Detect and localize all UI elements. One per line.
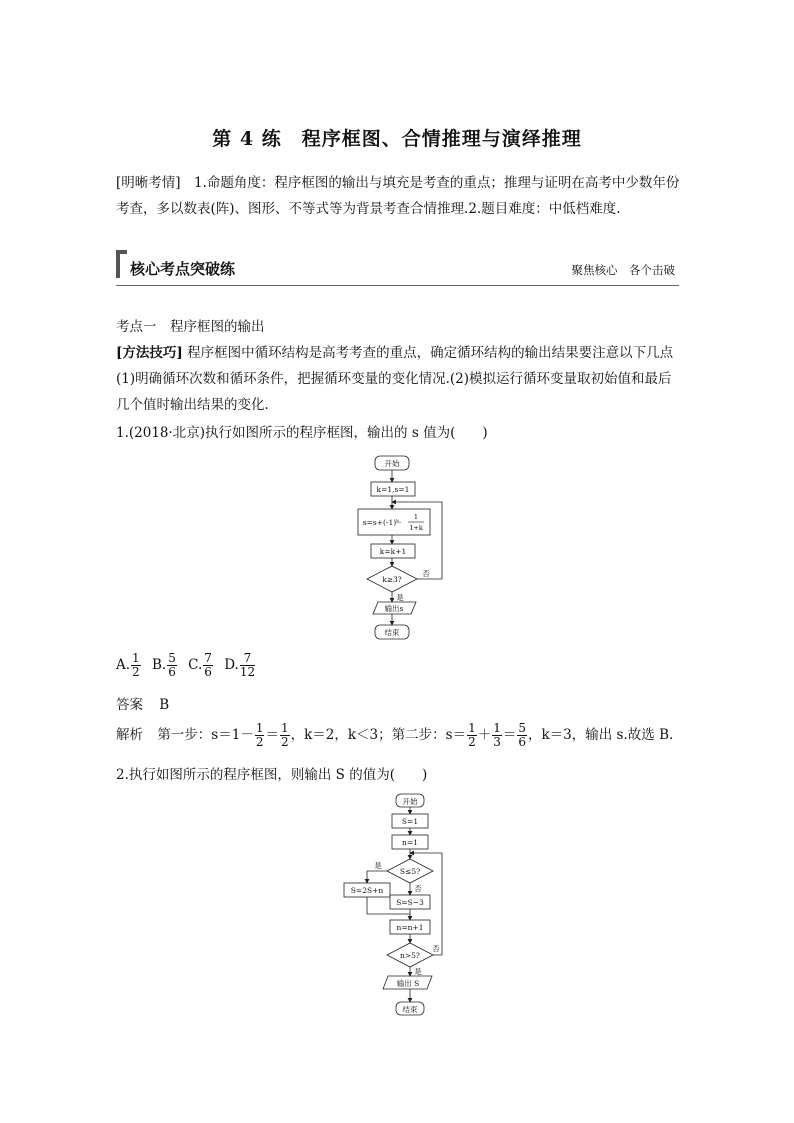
section-tagline: 聚焦核心 各个击破: [571, 263, 675, 277]
fc2-n1-text: n=1: [402, 838, 418, 847]
intro-paragraph: [明晰考情] 1.命题角度：程序框图的输出与填充是考查的重点；推理与证明在高考中少数年份考查，多以数表(阵)、图形、不等式等为背景考查合情推理.2.题目难度：中低档难度.: [116, 175, 680, 217]
fc1-output-text: 输出s: [384, 604, 404, 613]
method-paragraph: [116, 340, 681, 418]
question-1-options: [116, 652, 256, 679]
fc2-no2-label: 否: [432, 944, 440, 953]
fc1-init-text: k=1,s=1: [376, 485, 410, 494]
keypoint-heading: 考点一 程序框图的输出: [116, 319, 265, 335]
fc1-inc-text: k=k+1: [379, 547, 407, 556]
section-header: [116, 248, 679, 286]
question-2: 2.执行如图所示的程序框图，则输出 S 的值为( ): [116, 767, 428, 783]
fc1-assign-den: 1+k: [409, 524, 423, 532]
fc1-start-text: 开始: [384, 459, 400, 468]
fc2-s1-text: S=1: [401, 817, 419, 826]
fc2-cond2-text: n>5?: [400, 951, 420, 960]
analysis-label: 解析: [116, 727, 143, 743]
fc2-inc-text: n=n+1: [396, 923, 424, 932]
option-c: C. $\frac{7}{6}$: [188, 651, 212, 679]
fc2-end-text: 结束: [402, 1005, 418, 1014]
fc2-right-text: S=S−3: [396, 898, 424, 907]
fc2-start-text: 开始: [402, 797, 418, 806]
fc1-end-text: 结束: [384, 628, 400, 637]
fc1-cond-text: k≥3?: [382, 575, 402, 584]
flowchart-2: [330, 790, 460, 1022]
fc2-yes2-label: 是: [414, 967, 422, 976]
answer-label: 答案: [116, 697, 143, 713]
fc2-yes1-label: 是: [374, 861, 382, 870]
section-rule: [116, 285, 679, 286]
fc2-no1-label: 否: [414, 884, 422, 893]
fc2-cond1-text: S≤5?: [399, 867, 421, 876]
section-label: 核心考点突破练: [130, 260, 236, 278]
answer-line: [116, 693, 169, 713]
answer-value: B: [159, 697, 170, 713]
option-a: A. $\frac{1}{2}$: [116, 651, 140, 679]
fc1-assign-num: 1: [413, 513, 419, 521]
corner-mark: [116, 250, 127, 278]
fc1-no-label: 否: [422, 569, 430, 578]
flowchart-1: [340, 452, 460, 642]
method-tag: [方法技巧]: [116, 345, 183, 361]
option-d: D. $\frac{7}{12}$: [224, 651, 256, 679]
fc2-left-text: S=2S+n: [350, 886, 384, 895]
fc1-yes-label: 是: [396, 593, 404, 602]
analysis-line: 解析 第一步：s＝1－ $\frac{1}{2}$ ＝ $\frac{1}{2}$ ，k＝2，k＜3；第二步：s＝ $\frac{1}{2}$ ＋ $\frac{1}{3}$ ＝ $\frac{5}{6}$ ，k＝3，输出 s.故选 B.: [116, 721, 674, 749]
fc2-output-text: 输出 S: [396, 979, 420, 988]
option-b: B. $\frac{5}{6}$: [151, 651, 176, 679]
method-text: 程序框图中循环结构是高考考查的重点，确定循环结构的输出结果要注意以下几点(1)明确循环次数和循环条件，把握循环变量的变化情况.(2)模拟运行循环变量取初始值和最后几个值时输出结果的变化.: [116, 345, 674, 413]
question-1: 1.(2018·北京)执行如图所示的程序框图，输出的 s 值为( ): [116, 425, 488, 441]
fc1-assign-text: s=s+(-1)ᵏ·: [362, 518, 402, 527]
page-title: 第 4 练 程序框图、合情推理与演绎推理: [212, 128, 582, 150]
